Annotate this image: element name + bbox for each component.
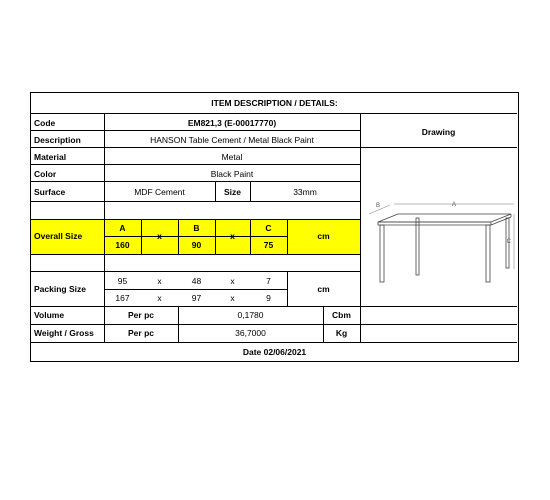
code-label: Code [34, 118, 56, 128]
packing-r1-a: 95 [117, 276, 128, 286]
packing-r2-b: 97 [191, 293, 202, 303]
size-value: 33mm [293, 187, 317, 197]
overall-value-b: 90 [191, 240, 202, 250]
volume-unit-right [360, 306, 361, 342]
weight-unit: Kg [335, 328, 348, 338]
packing-size-label: Packing Size [34, 284, 86, 294]
description-label: Description [34, 135, 81, 145]
material-label: Material [34, 152, 67, 162]
overall-header-b: B [193, 223, 200, 233]
surface-value: MDF Cement [134, 187, 185, 197]
drawing-table-top [378, 214, 511, 222]
dim-label-a: A [451, 202, 457, 208]
overall-sep-2: x [230, 231, 235, 241]
packing-size-mid-line [104, 289, 287, 290]
drawing-leg-front-right [486, 225, 490, 282]
packing-r1-b: 48 [191, 276, 202, 286]
row-divider [31, 164, 360, 165]
packing-r1-c: 7 [266, 276, 271, 286]
drawing-leg-front-left [380, 225, 384, 282]
code-value: EM821,3 (E-00017770) [187, 118, 277, 128]
dim-label-b: B [375, 203, 381, 209]
overall-size-mid-line [104, 236, 287, 237]
packing-r2-sep1: x [157, 293, 162, 303]
drawing-column-divider [360, 113, 361, 306]
page-title: ITEM DESCRIPTION / DETAILS: [211, 98, 338, 108]
volume-value: 0,1780 [237, 310, 264, 320]
packing-r2-sep2: x [230, 293, 235, 303]
color-label: Color [34, 169, 57, 179]
packing-r2-c: 9 [266, 293, 271, 303]
packing-r1-sep1: x [157, 276, 162, 286]
overall-value-a: 160 [115, 240, 130, 250]
overall-value-c: 75 [263, 240, 274, 250]
weight-label: Weight / Gross [34, 328, 94, 338]
item-details-sheet [30, 92, 519, 362]
footer-divider [31, 342, 517, 343]
surface-label: Surface [34, 187, 66, 197]
packing-r1-sep2: x [230, 276, 235, 286]
footer-date: Date 02/06/2021 [242, 347, 307, 357]
description-value: HANSON Table Cement / Metal Black Paint [150, 135, 314, 145]
row-divider [31, 271, 360, 272]
overall-unit: cm [317, 231, 330, 241]
row-divider [31, 219, 360, 220]
drawing-leg-back-left [416, 218, 419, 275]
volume-per: Per pc [128, 310, 154, 320]
row-divider [31, 201, 360, 202]
row-divider [31, 254, 360, 255]
drawing-table-top-edge [378, 222, 491, 225]
overall-header-a: A [119, 223, 126, 233]
weight-value: 36,7000 [235, 328, 266, 338]
volume-label: Volume [34, 310, 65, 320]
packing-r2-a: 167 [115, 293, 130, 303]
color-value: Black Paint [210, 169, 254, 179]
volume-unit: Cbm [332, 310, 351, 320]
material-value: Metal [221, 152, 243, 162]
size-label: Size [223, 187, 241, 197]
drawing-label: Drawing [421, 127, 456, 137]
overall-size-label: Overall Size [34, 231, 83, 241]
row-divider [31, 181, 360, 182]
overall-sep-1: x [157, 231, 162, 241]
row-divider [31, 130, 360, 131]
table-drawing [366, 201, 516, 296]
overall-header-c: C [265, 223, 272, 233]
weight-per: Per pc [128, 328, 154, 338]
dim-label-c: C [506, 239, 511, 245]
packing-unit: cm [317, 284, 330, 294]
